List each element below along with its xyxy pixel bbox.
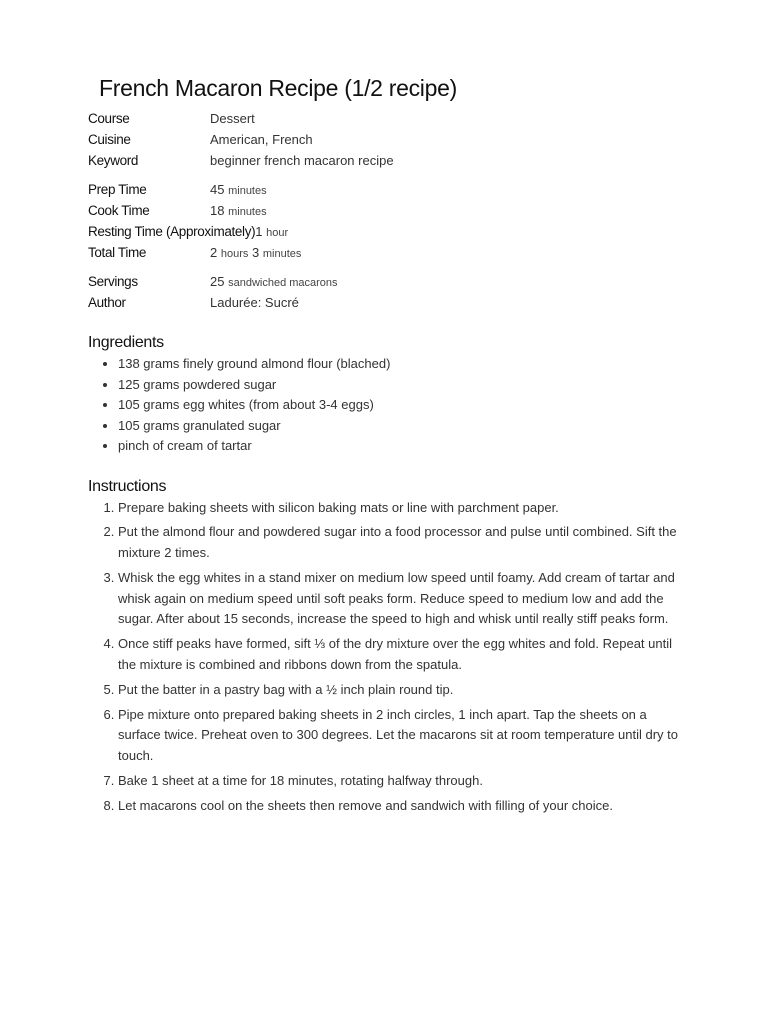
meta-cook-time-value	[210, 200, 267, 223]
servings-unit: sandwiched macarons	[228, 277, 338, 289]
recipe-meta-classification	[88, 108, 688, 171]
resting-time-unit: hour	[266, 227, 289, 239]
meta-cuisine-value: American, French	[210, 132, 313, 147]
ingredient-item: • pinch of cream of tartar	[118, 436, 688, 457]
total-time-minutes-unit: minutes	[262, 248, 302, 260]
ingredients-heading: Ingredients	[88, 334, 164, 351]
meta-total-time	[88, 242, 688, 263]
meta-keyword-label: Keyword	[88, 153, 139, 168]
meta-course	[88, 108, 688, 129]
meta-keyword-value: beginner french macaron recipe	[210, 153, 394, 168]
meta-resting-time-value	[255, 221, 288, 244]
total-time-hours: 2	[210, 245, 218, 260]
ingredients-list	[88, 354, 688, 457]
total-time-hours-unit: hours	[220, 248, 249, 260]
instruction-step: 3. Whisk the egg whites in a stand mixer on medium low speed until foamy. Add cream of tartar and whisk again on medium speed until soft peaks form. Reduce speed to medium low and add the sugar. After about 15 seconds, increase the speed to high and whisk until really stiff peaks form.	[118, 568, 683, 630]
meta-prep-time-value	[210, 179, 267, 202]
total-time-minutes: 3	[252, 245, 260, 260]
meta-servings-label: Servings	[88, 274, 138, 289]
meta-author-value: Ladurée: Sucré	[210, 295, 299, 310]
instruction-step: 1. Prepare baking sheets with silicon baking mats or line with parchment paper.	[118, 498, 683, 519]
meta-cuisine-label: Cuisine	[88, 132, 131, 147]
meta-cook-time	[88, 200, 688, 221]
meta-cuisine	[88, 129, 688, 150]
recipe-meta-yield	[88, 271, 688, 313]
resting-time-amount: 1	[255, 224, 263, 239]
prep-time-amount: 45	[210, 182, 225, 197]
recipe-card	[88, 72, 688, 821]
meta-total-time-value	[210, 242, 301, 265]
cook-time-unit: minutes	[228, 206, 267, 218]
recipe-meta-times	[88, 179, 688, 263]
meta-resting-time	[88, 221, 688, 242]
instructions-list	[88, 498, 683, 817]
ingredient-item: • 125 grams powdered sugar	[118, 375, 688, 396]
instruction-step: 8. Let macarons cool on the sheets then remove and sandwich with filling of your choice.	[118, 796, 683, 817]
ingredient-item: • 105 grams granulated sugar	[118, 416, 688, 437]
ingredient-item: • 105 grams egg whites (from about 3-4 eggs)	[118, 395, 688, 416]
meta-prep-time-label: Prep Time	[88, 182, 147, 197]
meta-course-label: Course	[88, 111, 130, 126]
cook-time-amount: 18	[210, 203, 225, 218]
instruction-step: 6. Pipe mixture onto prepared baking sheets in 2 inch circles, 1 inch apart. Tap the sheets on a surface twice. Preheat oven to 300 degrees. Let the macarons sit at room temperature until dry to touch.	[118, 705, 683, 767]
meta-servings	[88, 271, 688, 292]
meta-author-label: Author	[88, 295, 126, 310]
instruction-step: 4. Once stiff peaks have formed, sift ⅓ of the dry mixture over the egg whites and fold. Repeat until the mixture is combined and ribbons down from the spatula.	[118, 634, 683, 675]
instruction-step: 2. Put the almond flour and powdered sugar into a food processor and pulse until combined. Sift the mixture 2 times.	[118, 522, 683, 563]
prep-time-unit: minutes	[228, 185, 267, 197]
instruction-step: 7. Bake 1 sheet at a time for 18 minutes, rotating halfway through.	[118, 771, 683, 792]
recipe-title: French Macaron Recipe (1/2 recipe)	[99, 75, 457, 101]
meta-course-value: Dessert	[210, 111, 255, 126]
servings-amount: 25	[210, 274, 225, 289]
meta-author	[88, 292, 688, 313]
meta-total-time-label: Total Time	[88, 245, 147, 260]
instructions-heading: Instructions	[88, 477, 167, 495]
meta-keyword	[88, 150, 688, 171]
meta-servings-value	[210, 271, 338, 294]
meta-prep-time	[88, 179, 688, 200]
meta-resting-time-label: Resting Time (Approximately)	[88, 224, 256, 239]
instruction-step: 5. Put the batter in a pastry bag with a ½ inch plain round tip.	[118, 680, 683, 701]
ingredient-item: • 138 grams finely ground almond flour (blached)	[118, 354, 688, 375]
meta-cook-time-label: Cook Time	[88, 203, 150, 218]
